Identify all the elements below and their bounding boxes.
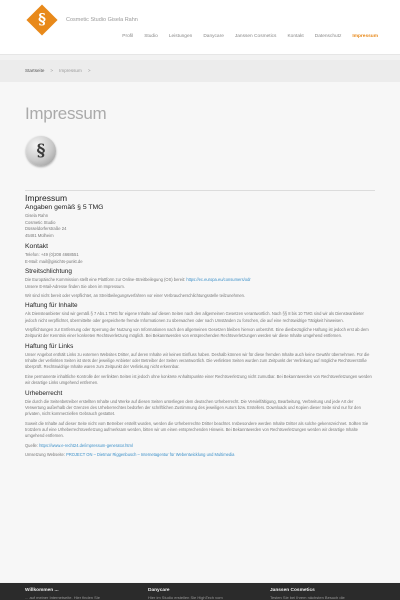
paragraph-logo-icon: § [38,10,46,29]
liability-content-p2: Verpflichtungen zur Entfernung oder Sperrung der Nutzung von Informationen nach den allgemeinen Gesetzen bleiben hiervon unberührt. Eine diesbezügliche Haftung ist jedoch erst ab dem Zeitpunkt der Kenntnis einer konkreten Rechtsverletzung möglich. Bei Bekanntwerden von entsprechenden Rechtsverletzungen werden wir diese Inhalte umgehend entfernen. [25,327,369,339]
page-title: Impressum [25,104,107,123]
address-line: Cosmetic Studio [25,219,56,225]
liability-links-p2: Eine permanente inhaltliche Kontrolle der verlinkten Seiten ist jedoch ohne konkrete Anhaltspunkte einer Rechtsverletzung nicht zumutbar. Bei Bekanntwerden von Rechtsverletzungen werden wir derartige Links umgehend entfernen. [25,373,372,386]
address-line: Düsseldorferstraße 24 [25,226,67,232]
nav-item-impressum[interactable]: Impressum [352,34,378,39]
divider [25,190,375,191]
copyright-p2: Soweit die Inhalte auf dieser Seite nicht vom Betreiber erstellt wurden, werden die Urheberrechte Dritter beachtet. Insbesondere werden Inhalte Dritter als solche gekennzeichnet. Sollten Sie trotzdem auf eine Urheberrechtsverletzung aufmerksam werden, bitten wir um einen entsprechenden Hinweis. Bei Bekanntwerden von Rechtsverletzungen werden wir derartige Inhalte umgehend entfernen. [25,420,369,439]
contact-phone: Telefon: +49 (0)208 4668551 [25,251,79,257]
main-content [0,82,400,582]
imprint-body [25,194,375,461]
liability-content-heading: Haftung für Inhalte [25,302,78,310]
source-label: Quelle: [25,442,38,448]
site-header [0,0,400,55]
paragraph-icon: § [26,136,56,166]
implementation-label: Umsetzung Webseite: [25,451,65,457]
dispute-heading: Streitschlichtung [25,268,72,276]
nav-item-leistungen[interactable]: Leistungen [168,34,193,39]
liability-links-heading: Haftung für Links [25,342,74,350]
footer-welcome-title: Willkommen ... [25,588,59,593]
contact-heading: Kontakt [25,242,49,250]
footer-danycare-title: Danycare [148,588,170,593]
dispute-text [25,277,375,290]
liability-links-p1: Unser Angebot enthält Links zu externen Websites Dritter, auf deren Inhalte wir keinen Einfluss haben. Deshalb können wir für diese fremden Inhalte auch keine Gewähr übernehmen. Für die Inhalte der verlinkten Seiten ist stets der jeweilige Anbieter oder Betreiber der Seiten verantwortlich. Die verlinkten Seiten wurden zum Zeitpunkt der Verlinkung auf mögliche Rechtsverstöße überprüft. Rechtswidrige Inhalte waren zum Zeitpunkt der Verlinkung nicht erkennbar. [25,351,370,370]
breadcrumb-home[interactable]: Startseite [25,68,45,73]
breadcrumb-bar [0,60,400,82]
liability-content-p1: Als Diensteanbieter sind wir gemäß § 7 Abs.1 TMG für eigene Inhalte auf diesen Seiten nach den allgemeinen Gesetzen verantwortlich. Nach §§ 8 bis 10 TMG sind wir als Diensteanbieter jedoch nicht verpflichtet, übermittelte oder gespeicherte fremde Informationen zu überwachen oder nach Umständen zu forschen, die auf eine rechtswidrige Tätigkeit hinweisen. [25,311,364,323]
contact-email[interactable]: E-Mail: mail@gisichts-punkt.de [25,258,83,264]
footer-janssen-title: Janssen Cosmetics [270,588,315,593]
address-line: 45481 Mülheim [25,233,54,239]
footer-janssen-text: Testen Sie bei Ihrem nächsten Besuch die [270,595,345,600]
nav-item-profil[interactable]: Profil [122,34,134,39]
source-link[interactable]: https://www.e-recht24.de/impressum-generator.html [39,442,133,448]
dispute-text-2: Wir sind nicht bereit oder verpflichtet, an Streitbeilegungsverfahren vor einer Verbraucherschlichtungsstelle teilzunehmen. [25,293,246,299]
address-line: Gisela Rahn [25,212,49,218]
breadcrumb-current: Impressum [59,68,82,73]
nav-item-studio[interactable]: Studio [144,34,158,39]
dispute-text-part: Die Europäische Kommission stellt eine Plattform zur Online-Streitbeilegung (OS) bereit: [25,277,186,283]
imprint-heading: Impressum [25,193,68,203]
breadcrumb-separator: > [50,68,54,73]
copyright-p1: Die durch die Seitenbetreiber erstellten Inhalte und Werke auf diesen Seiten unterliegen dem deutschen Urheberrecht. Die Vervielfältigung, Bearbeitung, Verbreitung und jede Art der Verwertung außerhalb der Grenzen des Urheberrechtes bedürfen der schriftlichen Zustimmung des jeweiligen Autors bzw. Erstellers. Downloads und Kopien dieser Seite sind nur für den privaten, nicht kommerziellen Gebrauch gestattet. [25,398,361,417]
breadcrumb [25,68,91,75]
imprint-subheading: Angaben gemäß § 5 TMG [25,203,104,211]
footer-danycare-text: Hier im Studio erstellen Sie HighTech vom [148,595,223,600]
copyright-heading: Urheberrecht [25,389,63,397]
nav-item-kontakt[interactable]: Kontakt [287,34,304,39]
site-name[interactable]: Cosmetic Studio Gisela Rahn [66,17,138,23]
main-nav [122,34,378,41]
address-block [25,213,375,240]
nav-item-danycare[interactable]: Danycare [203,34,224,39]
site-footer [0,583,400,600]
implementation-link[interactable]: PROJECT ON – Dietmar Riggenbusch – Internetagentur für Webentwicklung und Multimedia [66,451,235,457]
footer-welcome-text: ... auf meiner Internetseite. Hier finden Sie [25,595,100,600]
logo[interactable] [26,4,58,36]
os-platform-link[interactable]: https://ec.europa.eu/consumers/odr [186,277,251,283]
nav-item-datenschutz[interactable]: Datenschutz [314,34,342,39]
contact-block [25,252,375,265]
dispute-text-part: Unsere E-Mail-Adresse finden Sie oben im Impressum. [25,283,125,289]
breadcrumb-separator: > [87,68,91,73]
implementation-line [25,452,375,458]
source-line [25,443,375,449]
nav-item-janssen-cosmetics[interactable]: Janssen Cosmetics [234,34,277,39]
